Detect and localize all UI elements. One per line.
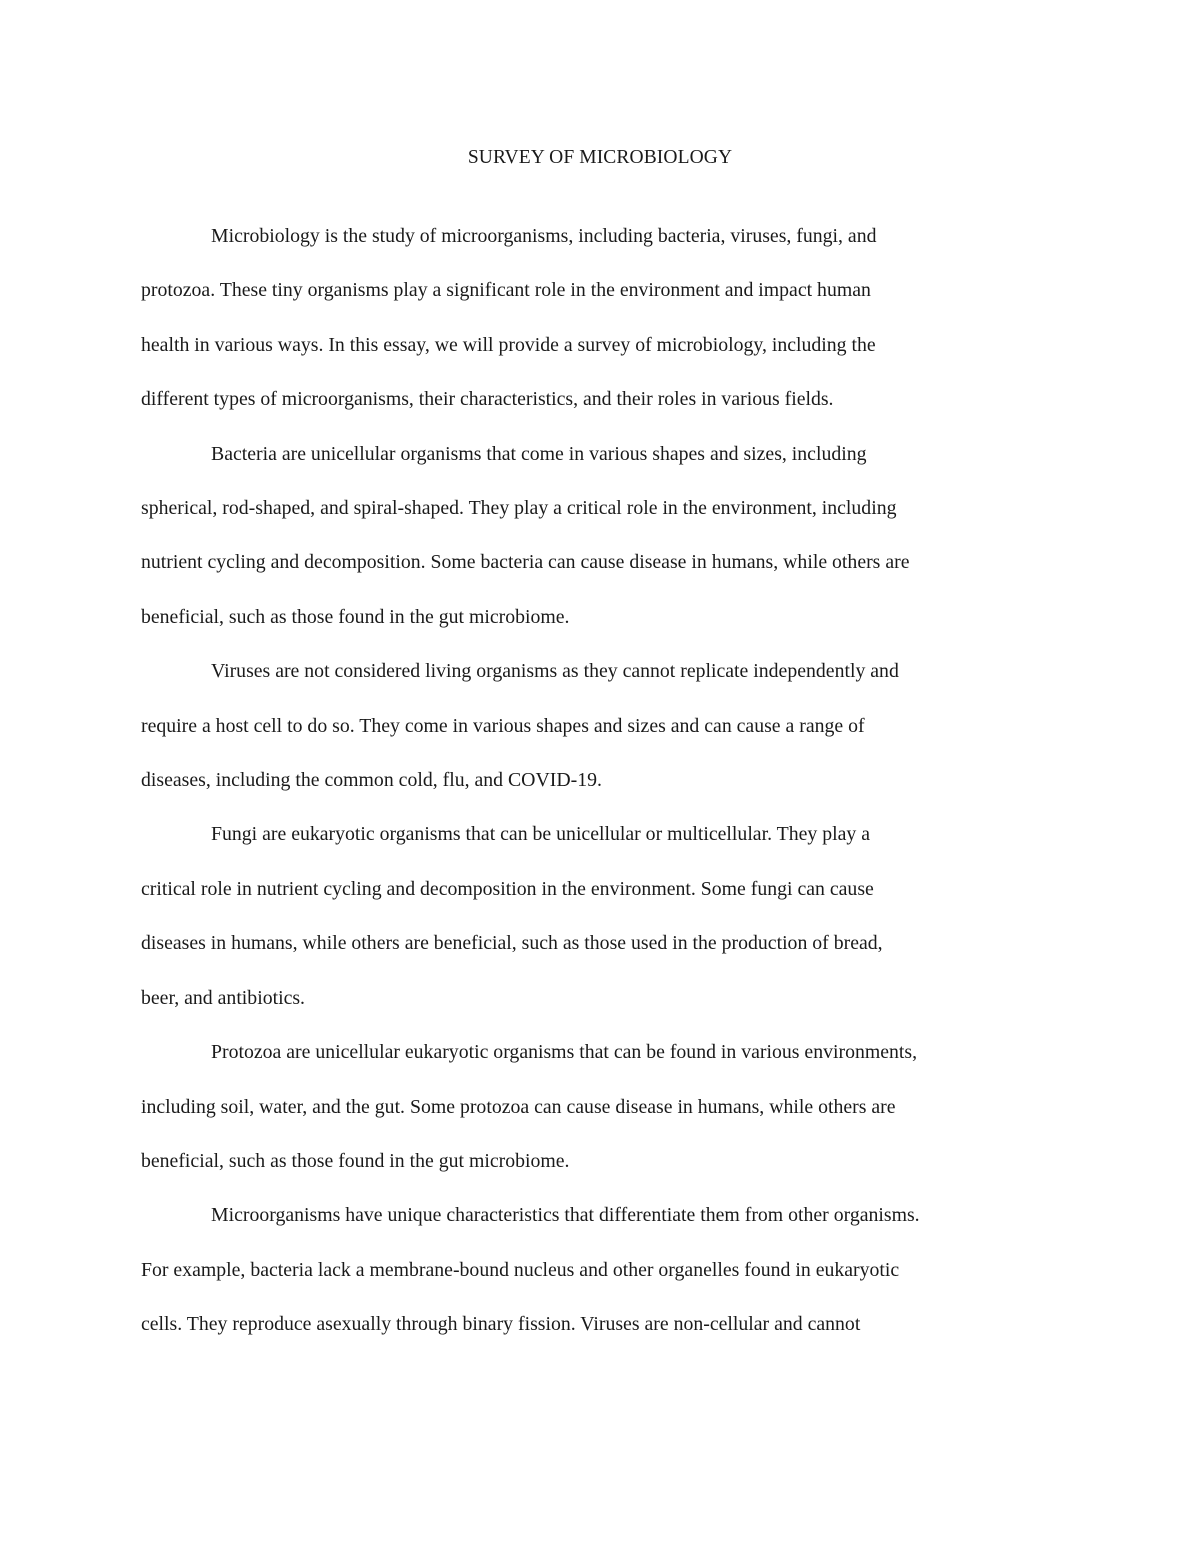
paragraph-line: including soil, water, and the gut. Some protozoa can cause disease in humans, while others are — [141, 1095, 896, 1118]
paragraph-line: diseases in humans, while others are beneficial, such as those used in the production of bread, — [141, 932, 883, 955]
paragraph-line: cells. They reproduce asexually through binary fission. Viruses are non-cellular and cannot — [141, 1313, 861, 1336]
paragraph-characteristics — [141, 1188, 1059, 1351]
paragraph-line: critical role in nutrient cycling and decomposition in the environment. Some fungi can cause — [141, 877, 874, 900]
paragraph-line: Microbiology is the study of microorganisms, including bacteria, viruses, fungi, and — [211, 225, 877, 247]
paragraph-viruses — [141, 644, 1059, 807]
paragraph-line: health in various ways. In this essay, we will provide a survey of microbiology, including the — [141, 333, 876, 356]
document-title: SURVEY OF MICROBIOLOGY — [467, 147, 733, 168]
paragraph-introduction — [141, 209, 1059, 427]
paragraph-line: Fungi are eukaryotic organisms that can be unicellular or multicellular. They play a — [211, 823, 870, 846]
paragraph-line: Bacteria are unicellular organisms that come in various shapes and sizes, including — [211, 442, 867, 465]
paragraph-line: Viruses are not considered living organisms as they cannot replicate independently and — [211, 660, 899, 683]
paragraph-line: beer, and antibiotics. — [141, 986, 305, 1009]
paragraph-line: different types of microorganisms, their characteristics, and their roles in various fields. — [141, 388, 834, 411]
paragraph-line: beneficial, such as those found in the gut microbiome. — [141, 605, 570, 628]
paragraph-line: nutrient cycling and decomposition. Some bacteria can cause disease in humans, while others are — [141, 551, 910, 574]
paragraph-line: Microorganisms have unique characteristics that differentiate them from other organisms. — [211, 1204, 920, 1227]
paragraph-line: require a host cell to do so. They come in various shapes and sizes and can cause a range of — [141, 714, 865, 737]
paragraph-line: For example, bacteria lack a membrane-bound nucleus and other organelles found in eukaryotic — [141, 1258, 900, 1281]
paragraph-line: Protozoa are unicellular eukaryotic organisms that can be found in various environments, — [211, 1041, 918, 1064]
paragraph-fungi — [141, 807, 1059, 1025]
paragraph-line: beneficial, such as those found in the gut microbiome. — [141, 1149, 570, 1172]
paragraph-line: protozoa. These tiny organisms play a significant role in the environment and impact human — [141, 279, 871, 302]
paragraph-protozoa — [141, 1025, 1059, 1188]
paragraph-line: spherical, rod-shaped, and spiral-shaped. They play a critical role in the environment, including — [141, 497, 897, 520]
paragraph-line: diseases, including the common cold, flu, and COVID-19. — [141, 769, 602, 792]
paragraph-bacteria — [141, 427, 1059, 645]
document-body — [141, 140, 1059, 1352]
